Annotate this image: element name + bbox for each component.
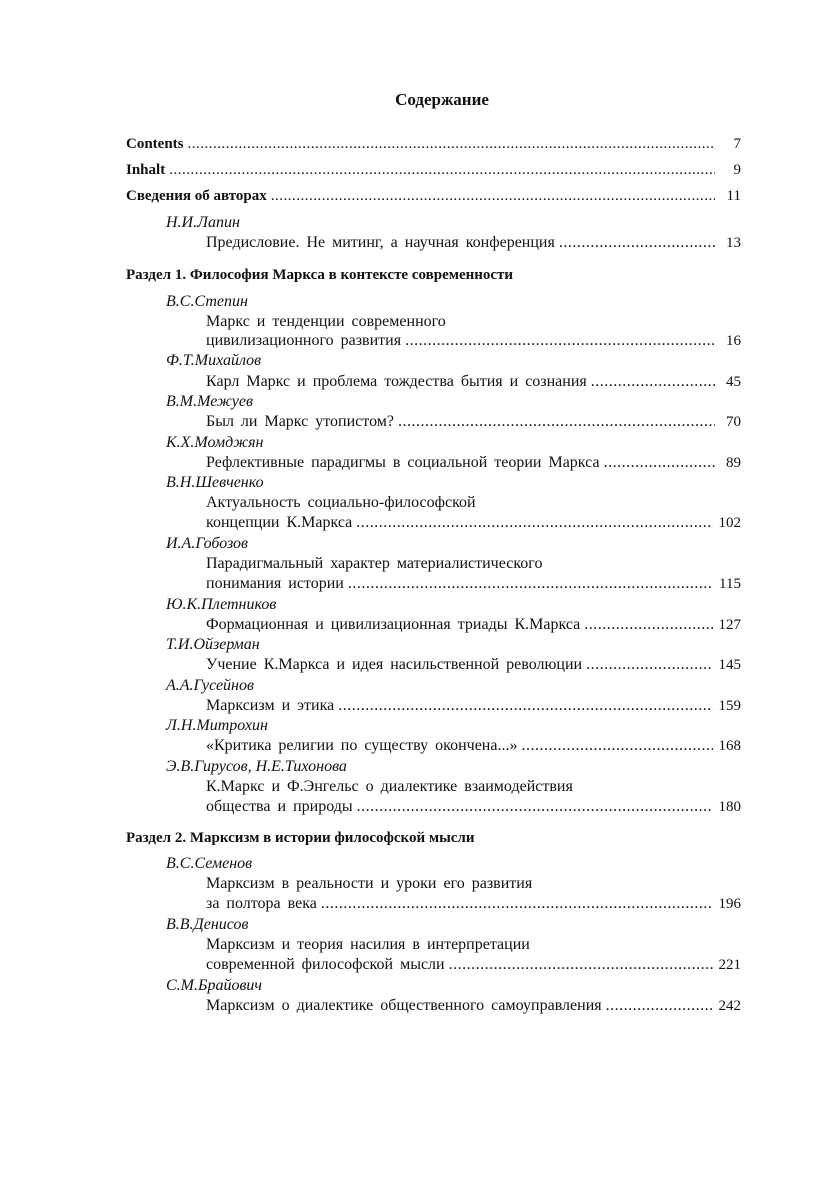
entry-title: Карл Маркс и проблема тождества бытия и сознания (206, 373, 587, 390)
toc-entry[interactable] (206, 654, 741, 676)
leader-dots (188, 133, 715, 155)
page-number: 196 (718, 896, 741, 912)
toc-entry[interactable] (206, 796, 741, 818)
entry-title: Contents (126, 136, 184, 152)
page-number: 242 (718, 998, 741, 1014)
page-number: 145 (718, 657, 741, 673)
entry-author: Э.В.Гирусов, Н.Е.Тихонова (166, 758, 347, 775)
leader-dots (321, 893, 713, 915)
page-number: 221 (718, 957, 741, 973)
toc-entry[interactable] (206, 330, 741, 352)
page-number: 115 (719, 576, 741, 592)
leader-dots (604, 452, 715, 474)
leader-dots (584, 614, 712, 636)
entry-title: современной философской мысли (206, 956, 445, 973)
leader-dots (356, 512, 712, 534)
entry-title: Учение К.Маркса и идея насильственной революции (206, 656, 583, 673)
entry-title-line: Маркс и тенденции современного (206, 313, 446, 330)
leader-dots (169, 159, 715, 181)
leader-dots (521, 735, 712, 757)
entry-author: С.М.Брайович (166, 977, 263, 994)
entry-author: И.А.Гобозов (166, 535, 248, 552)
entry-author: Ю.К.Плетников (166, 596, 277, 613)
entry-author: Н.И.Лапин (166, 214, 240, 231)
leader-dots (591, 371, 715, 393)
entry-title: Inhalt (126, 162, 166, 178)
toc-entry[interactable] (206, 614, 741, 636)
leader-dots (271, 185, 715, 207)
entry-title: концепции К.Маркса (206, 514, 353, 531)
leader-dots (357, 796, 713, 818)
toc-entry[interactable] (206, 452, 741, 474)
entry-title: Сведения об авторах (126, 188, 267, 204)
page-number: 102 (718, 515, 741, 531)
entry-title-line: К.Маркс и Ф.Энгельс о диалектике взаимодействия (206, 778, 573, 795)
toc-entry[interactable] (206, 954, 741, 976)
entry-author: В.С.Семенов (166, 855, 253, 872)
entry-title: общества и природы (206, 798, 353, 815)
entry-author: В.М.Межуев (166, 393, 253, 410)
section-heading: Раздел 2. Марксизм в истории философской мысли (126, 830, 475, 846)
entry-author: В.В.Денисов (166, 916, 249, 933)
page-number: 13 (726, 235, 741, 251)
toc-entry-authors[interactable] (126, 185, 741, 207)
entry-title: Был ли Маркс утопистом? (206, 413, 394, 430)
entry-title: «Критика религии по существу окончена...» (206, 737, 518, 754)
page-number: 168 (718, 738, 741, 754)
toc-entry[interactable] (206, 371, 741, 393)
entry-author: К.Х.Момджян (166, 434, 264, 451)
toc-entry-preface[interactable] (206, 232, 741, 254)
entry-title-line: Марксизм в реальности и уроки его развития (206, 875, 533, 892)
toc-entry[interactable] (206, 512, 741, 534)
page-number: 70 (726, 414, 741, 430)
page-number: 159 (718, 698, 741, 714)
page-number: 9 (733, 162, 741, 178)
entry-title: Формационная и цивилизационная триады К.Маркса (206, 616, 581, 633)
entry-author: Т.И.Ойзерман (166, 636, 260, 653)
entry-title: цивилизационного развития (206, 332, 402, 349)
toc-entry[interactable] (206, 573, 741, 595)
toc-entry[interactable] (206, 995, 741, 1017)
entry-title-line: Актуальность социально-философской (206, 494, 476, 511)
toc-entry[interactable] (206, 411, 741, 433)
entry-title-line: Марксизм и теория насилия в интерпретации (206, 936, 530, 953)
entry-title: Предисловие. Не митинг, а научная конференция (206, 234, 555, 251)
page-number: 7 (733, 136, 741, 152)
entry-title: за полтора века (206, 895, 317, 912)
page-number: 11 (726, 188, 741, 204)
entry-title-line: Парадигмальный характер материалистического (206, 555, 543, 572)
page-number: 45 (726, 374, 741, 390)
entry-author: В.Н.Шевченко (166, 474, 264, 491)
entry-author: В.С.Степин (166, 293, 248, 310)
page-number: 16 (726, 333, 741, 349)
section-heading: Раздел 1. Философия Маркса в контексте современности (126, 267, 514, 283)
leader-dots (338, 695, 712, 717)
toc-entry-contents[interactable] (126, 133, 741, 155)
toc-entry[interactable] (206, 735, 741, 757)
page-number: 89 (726, 455, 741, 471)
entry-author: Л.Н.Митрохин (166, 717, 268, 734)
leader-dots (559, 232, 715, 254)
leader-dots (606, 995, 713, 1017)
entry-author: Ф.Т.Михайлов (166, 352, 262, 369)
page-title: Содержание (395, 90, 489, 109)
entry-title: Марксизм о диалектике общественного самоуправления (206, 997, 602, 1014)
leader-dots (405, 330, 715, 352)
entry-author: А.А.Гусейнов (166, 677, 254, 694)
page-number: 180 (718, 799, 741, 815)
toc-entry-inhalt[interactable] (126, 159, 741, 181)
toc-entry[interactable] (206, 695, 741, 717)
leader-dots (348, 573, 713, 595)
entry-title: понимания истории (206, 575, 344, 592)
page-number: 127 (718, 617, 741, 633)
leader-dots (586, 654, 712, 676)
entry-title: Марксизм и этика (206, 697, 335, 714)
toc-entry[interactable] (206, 893, 741, 915)
leader-dots (449, 954, 713, 976)
entry-title: Рефлективные парадигмы в социальной теории Маркса (206, 454, 600, 471)
leader-dots (398, 411, 715, 433)
